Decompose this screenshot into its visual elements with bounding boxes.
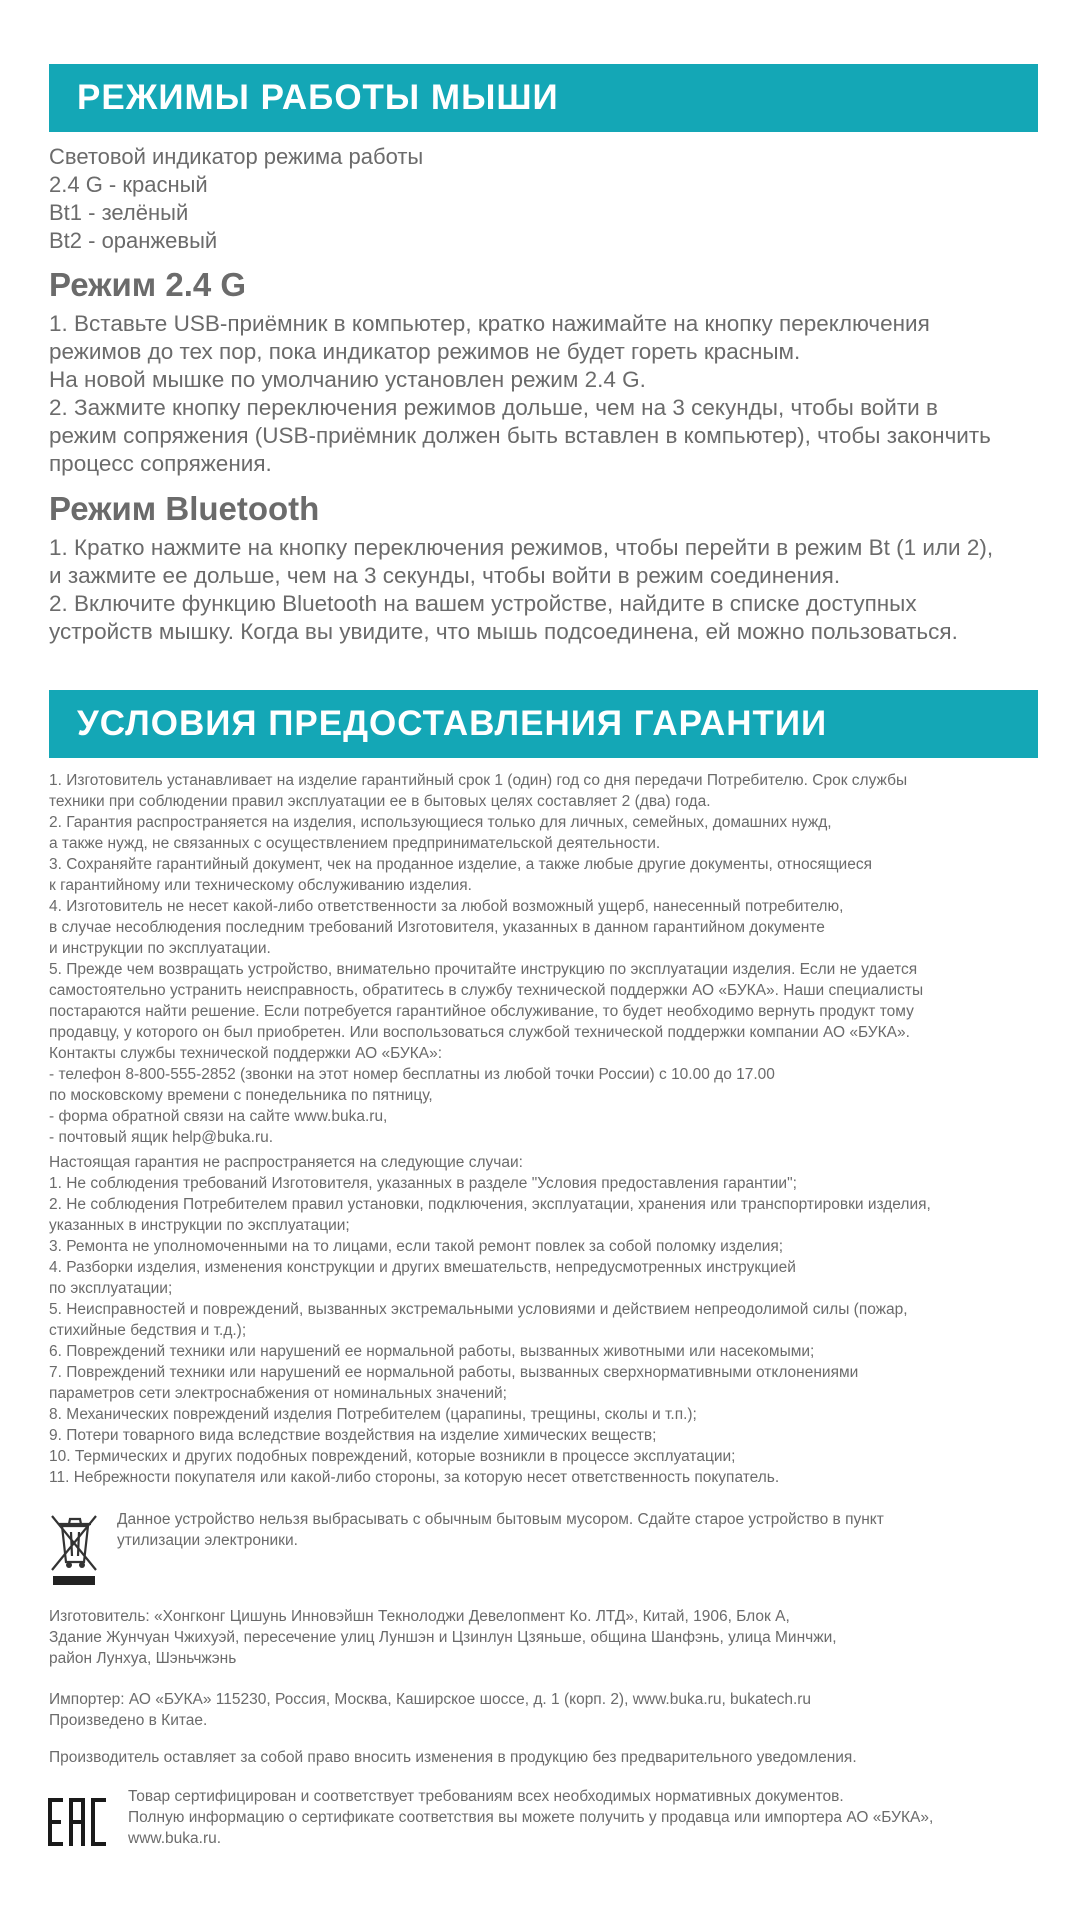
text-line: На новой мышке по умолчанию установлен режим 2.4 G.	[49, 367, 646, 392]
text-line: утилизации электроники.	[117, 1532, 298, 1549]
text-line: техники при соблюдении правил эксплуатации ее в бытовых целях составляет 2 (два) года.	[49, 793, 711, 810]
text-line: Контакты службы технической поддержки АО «БУКА»:	[49, 1045, 443, 1062]
text-line: 4. Разборки изделия, изменения конструкции и других вмешательств, непредусмотренных инструкцией	[49, 1259, 796, 1276]
text-line: продавцу, у которого он был приобретен. Или воспользоваться службой технической поддержки компании АО «БУКА».	[49, 1024, 910, 1041]
text-line: Товар сертифицирован и соответствует требованиям всех необходимых нормативных документов.	[128, 1788, 844, 1805]
text-line: параметров сети электроснабжения от номинальных значений;	[49, 1385, 507, 1402]
section-title-warranty: УСЛОВИЯ ПРЕДОСТАВЛЕНИЯ ГАРАНТИИ	[49, 690, 1038, 758]
text-line: 10. Термических и других подобных повреждений, которые возникли в процессе эксплуатации;	[49, 1448, 736, 1465]
indicator-line: Световой индикатор режима работы	[49, 144, 424, 169]
text-line: 11. Небрежности покупателя или какой-либо стороны, за которую несет ответственность покупатель.	[49, 1469, 780, 1486]
text-line: Произведено в Китае.	[49, 1712, 208, 1729]
text-line: по московскому времени с понедельника по пятницу,	[49, 1087, 433, 1104]
indicator-line: Bt1 - зелёный	[49, 200, 189, 225]
section-title-mouse-modes: РЕЖИМЫ РАБОТЫ МЫШИ	[49, 64, 1038, 132]
text-line: - телефон 8-800-555-2852 (звонки на этот номер бесплатны из любой точки России) с 10.00 до 17.00	[49, 1066, 775, 1083]
indicator-line: Bt2 - оранжевый	[49, 228, 218, 253]
text-line: 5. Прежде чем возвращать устройство, внимательно прочитайте инструкцию по эксплуатации изделия. Если не удается	[49, 961, 918, 978]
text-line: Здание Жунчуан Чжихуэй, пересечение улиц Луншэн и Цзинлун Цзяньше, община Шанфэнь, улица Минчжи,	[49, 1629, 837, 1646]
text-line: режим сопряжения (USB-приёмник должен быть вставлен в компьютер), чтобы закончить	[49, 423, 991, 448]
indicator-line: 2.4 G - красный	[49, 172, 208, 197]
mode-indicator-list	[49, 143, 423, 255]
certification-note	[128, 1786, 933, 1849]
eac-mark-icon	[48, 1796, 108, 1848]
text-line: - форма обратной связи на сайте www.buka.ru,	[49, 1108, 388, 1125]
text-line: 1. Не соблюдения требований Изготовителя, указанных в разделе "Условия предоставления гарантии";	[49, 1175, 797, 1192]
mode-24g-instructions	[49, 310, 1049, 478]
text-line: Полную информацию о сертификате соответствия вы можете получить у продавца или импортера АО «БУКА»,	[128, 1809, 934, 1826]
warranty-exclusions	[49, 1152, 1049, 1488]
text-line: - почтовый ящик help@buka.ru.	[49, 1129, 274, 1146]
text-line: 1. Вставьте USB-приёмник в компьютер, кратко нажимайте на кнопку переключения	[49, 311, 930, 336]
text-line: а также нужд, не связанных с осуществлением предпринимательской деятельности.	[49, 835, 661, 852]
text-line: в случае несоблюдения последним требований Изготовителя, указанных в данном гарантийном документе	[49, 919, 825, 936]
changes-notice	[49, 1747, 1049, 1768]
heading-mode-24g: Режим 2.4 G	[49, 266, 247, 303]
text-line: Импортер: АО «БУКА» 115230, Россия, Москва, Каширское шоссе, д. 1 (корп. 2), www.buka.ru, bukatech.ru	[49, 1691, 812, 1708]
heading-mode-bluetooth: Режим Bluetooth	[49, 490, 320, 527]
text-line: постараются найти решение. Если потребуется гарантийное обслуживание, то будет необходимо вернуть продукт тому	[49, 1003, 914, 1020]
text-line: 8. Механических повреждений изделия Потребителем (царапины, трещины, сколы и т.п.);	[49, 1406, 697, 1423]
text-line: Изготовитель: «Хонгконг Цишунь Инновэйшн Текнолоджи Девелопмент Ко. ЛТД», Китай, 1906, Блок А,	[49, 1608, 790, 1625]
text-line: и зажмите ее дольше, чем на 3 секунды, чтобы войти в режим соединения.	[49, 563, 841, 588]
text-line: 6. Повреждений техники или нарушений ее нормальной работы, вызванных животными или насекомыми;	[49, 1343, 815, 1360]
text-line: устройств мышку. Когда вы увидите, что мышь подсоединена, ей можно пользоваться.	[49, 619, 958, 644]
text-line: 4. Изготовитель не несет какой-либо ответственности за любой возможный ущерб, нанесенный потребителю,	[49, 898, 844, 915]
text-line: указанных в инструкции по эксплуатации;	[49, 1217, 350, 1234]
text-line: Настоящая гарантия не распространяется на следующие случаи:	[49, 1154, 523, 1171]
importer-info	[49, 1689, 1049, 1731]
text-line: 1. Кратко нажмите на кнопку переключения режимов, чтобы перейти в режим Bt (1 или 2),	[49, 535, 994, 560]
weee-crossed-bin-icon	[49, 1510, 99, 1586]
text-line: процесс сопряжения.	[49, 451, 272, 476]
manufacturer-info	[49, 1606, 1049, 1669]
text-line: стихийные бедствия и т.д.);	[49, 1322, 247, 1339]
text-line: Данное устройство нельзя выбрасывать с обычным бытовым мусором. Сдайте старое устройство в пункт	[117, 1511, 884, 1528]
text-line: и инструкции по эксплуатации.	[49, 940, 271, 957]
text-line: 5. Неисправностей и повреждений, вызванных экстремальными условиями и действием непреодолимой силы (пожар,	[49, 1301, 908, 1318]
text-line: Производитель оставляет за собой право вносить изменения в продукцию без предварительного уведомления.	[49, 1749, 857, 1766]
text-line: 2. Включите функцию Bluetooth на вашем устройстве, найдите в списке доступных	[49, 591, 917, 616]
text-line: самостоятельно устранить неисправность, обратитесь в службу технической поддержки АО «БУКА». Наши специалисты	[49, 982, 924, 999]
text-line: 1. Изготовитель устанавливает на изделие гарантийный срок 1 (один) год со дня передачи Потребителю. Срок службы	[49, 772, 908, 789]
text-line: к гарантийному или техническому обслуживанию изделия.	[49, 877, 472, 894]
warranty-terms	[49, 770, 1049, 1148]
text-line: 2. Не соблюдения Потребителем правил установки, подключения, эксплуатации, хранения или транспортировки изделия,	[49, 1196, 931, 1213]
disposal-note	[117, 1509, 884, 1551]
bluetooth-instructions	[49, 534, 1049, 646]
text-line: 3. Сохраняйте гарантийный документ, чек на проданное изделие, а также любые другие документы, относящиеся	[49, 856, 872, 873]
text-line: 9. Потери товарного вида вследствие воздействия на изделие химических веществ;	[49, 1427, 657, 1444]
text-line: www.buka.ru.	[128, 1830, 222, 1847]
text-line: 2. Гарантия распространяется на изделия, использующиеся только для личных, семейных, домашних нужд,	[49, 814, 832, 831]
text-line: режимов до тех пор, пока индикатор режимов не будет гореть красным.	[49, 339, 801, 364]
text-line: 7. Повреждений техники или нарушений ее нормальной работы, вызванных сверхнормативными отклонениями	[49, 1364, 859, 1381]
text-line: по эксплуатации;	[49, 1280, 173, 1297]
text-line: район Лунхуа, Шэньчжэнь	[49, 1650, 237, 1667]
text-line: 3. Ремонта не уполномоченными на то лицами, если такой ремонт повлек за собой поломку изделия;	[49, 1238, 784, 1255]
text-line: 2. Зажмите кнопку переключения режимов дольше, чем на 3 секунды, чтобы войти в	[49, 395, 938, 420]
